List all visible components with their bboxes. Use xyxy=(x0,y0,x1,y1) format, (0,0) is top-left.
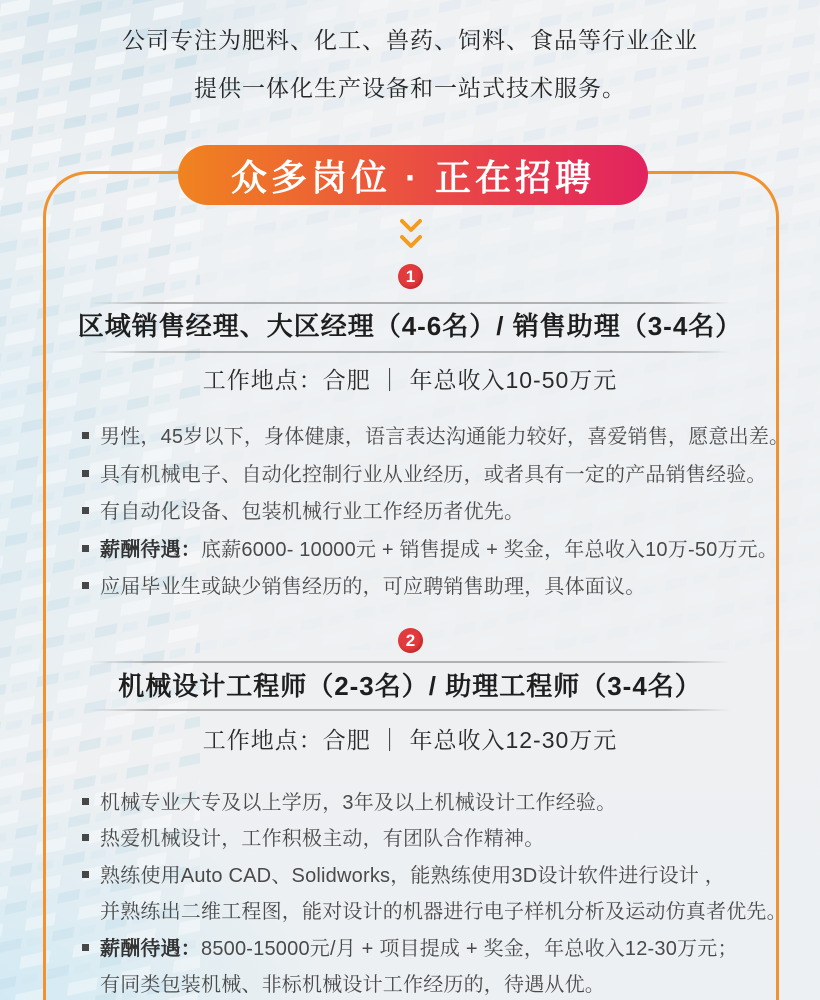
intro-line-2: 提供一体化生产设备和一站式技术服务。 xyxy=(194,75,626,101)
recruiting-banner xyxy=(178,145,648,205)
intro-line-1: 公司专注为肥料、化工、兽药、饲料、食品等行业企业 xyxy=(122,27,698,53)
job-title-1: 区域销售经理、大区经理（4-6名）/ 销售助理（3-4名） xyxy=(77,311,743,341)
list-item xyxy=(82,529,782,567)
divider xyxy=(90,351,730,353)
bullet-square-icon xyxy=(82,432,89,439)
banner-label: 众多岗位 · 正在招聘 xyxy=(231,156,595,198)
list-item xyxy=(82,454,782,492)
double-down-chevron-icon xyxy=(398,218,424,252)
bullet-text: 有自动化设备、包装机械行业工作经历者优先。 xyxy=(100,501,525,524)
list-item xyxy=(82,819,782,856)
bullet-text: 并熟练出二维工程图，能对设计的机器进行电子样机分析及运动仿真者优先。 xyxy=(100,901,787,924)
list-item-continuation xyxy=(82,892,787,929)
divider xyxy=(90,661,730,663)
job-2-requirements xyxy=(82,782,787,1000)
bullet-text: 8500-15000元/月 + 项目提成 + 奖金，年总收入12-30万元； xyxy=(201,937,738,960)
list-item xyxy=(82,416,790,454)
list-item xyxy=(82,855,782,892)
bullet-square-icon xyxy=(82,507,89,514)
bullet-square-icon xyxy=(82,834,89,841)
bullet-square-icon xyxy=(82,871,89,878)
job-1-requirements xyxy=(82,416,790,604)
section-number-badge: 1 xyxy=(398,264,423,289)
bullet-text: 男性，45岁以下，身体健康，语言表达沟通能力较好，喜爱销售，愿意出差。 xyxy=(100,426,790,449)
bullet-square-icon xyxy=(82,798,89,805)
job-meta-2: 工作地点：合肥 ｜ 年总收入12-30万元 xyxy=(202,727,618,753)
bullet-lead: 薪酬待遇： xyxy=(100,937,201,960)
bullet-text: 熟练使用Auto CAD、Solidworks，能熟练使用3D设计软件进行设计 ， xyxy=(100,864,725,887)
job-title-2: 机械设计工程师（2-3名）/ 助理工程师（3-4名） xyxy=(118,671,702,701)
bullet-square-icon xyxy=(82,944,89,951)
divider xyxy=(90,709,730,711)
bullet-text: 底薪6000- 10000元 + 销售提成 + 奖金，年总收入10万-50万元。 xyxy=(201,538,779,561)
bullet-square-icon xyxy=(82,545,89,552)
bullet-square-icon xyxy=(82,582,89,589)
list-item xyxy=(82,566,782,604)
bullet-text: 具有机械电子、自动化控制行业从业经历，或者具有一定的产品销售经验。 xyxy=(100,463,767,486)
divider xyxy=(90,302,730,304)
bullet-lead: 薪酬待遇： xyxy=(100,538,201,561)
list-item xyxy=(82,491,782,529)
bullet-square-icon xyxy=(82,470,89,477)
bullet-text: 热爱机械设计，工作积极主动，有团队合作精神。 xyxy=(100,828,545,851)
bullet-text: 应届毕业生或缺少销售经历的，可应聘销售助理，具体面议。 xyxy=(100,576,646,599)
list-item xyxy=(82,782,782,819)
job-meta-1: 工作地点：合肥 ｜ 年总收入10-50万元 xyxy=(202,367,618,393)
bullet-text: 机械专业大专及以上学历，3年及以上机械设计工作经验。 xyxy=(100,791,617,814)
list-item xyxy=(82,928,782,965)
section-number-badge: 2 xyxy=(398,628,423,653)
bullet-text: 有同类包装机械、非标机械设计工作经历的，待遇从优。 xyxy=(100,974,605,997)
list-item-continuation xyxy=(82,965,782,1000)
